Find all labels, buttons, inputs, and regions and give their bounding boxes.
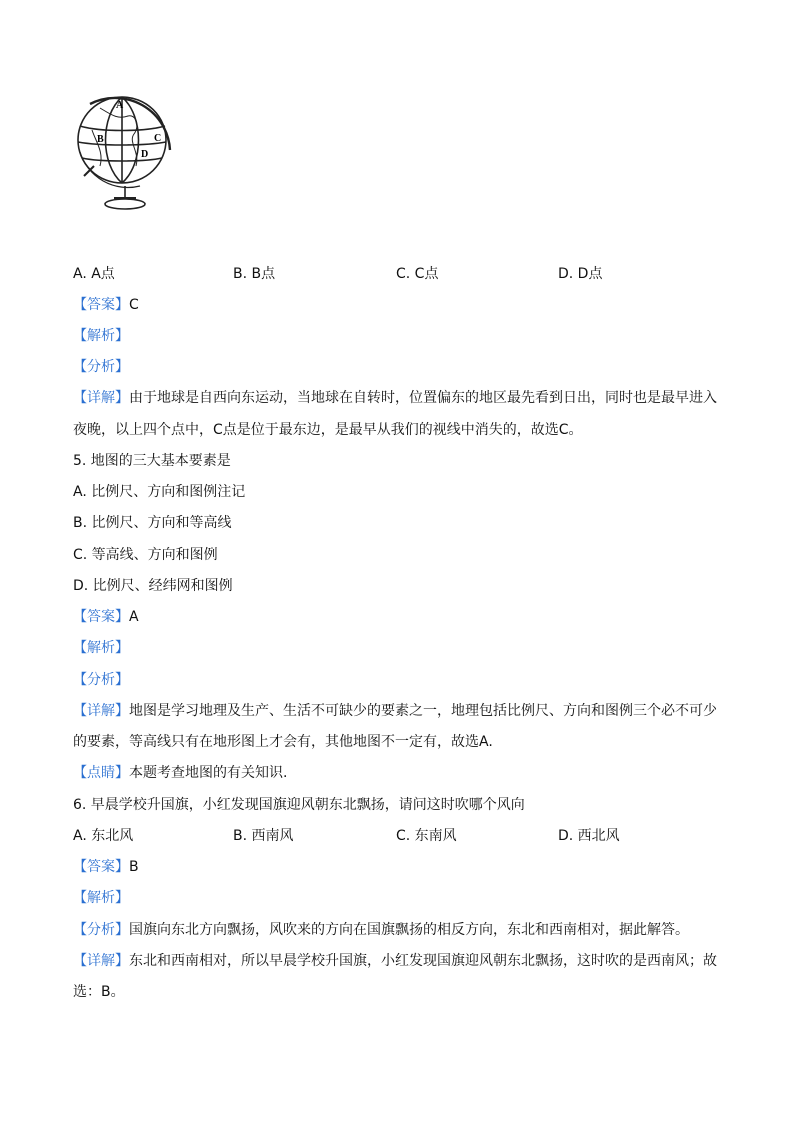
- detail-tag: 【详解】: [73, 703, 129, 719]
- answer-value: C: [129, 297, 139, 313]
- q6-detail-line2: 选：B。: [73, 984, 125, 1000]
- q5-option-d[interactable]: D. 比例尺、经纬网和图例: [73, 578, 233, 594]
- detail-text: 地图是学习地理及生产、生活不可缺少的要素之一，地理包括比例尺、方向和图例三个必不可少: [129, 703, 717, 719]
- detail-tag: 【详解】: [73, 953, 129, 969]
- q4-option-c[interactable]: C. C点: [396, 266, 439, 282]
- q6-question: 6. 早晨学校升国旗，小红发现国旗迎风朝东北飘扬，请问这时吹哪个风向: [73, 797, 525, 813]
- q5-detail-line1: [73, 701, 717, 721]
- dianjing-text: 本题考查地图的有关知识.: [129, 765, 288, 781]
- q5-fenxi-tag: 【分析】: [73, 672, 129, 688]
- q6-detail-line1: [73, 951, 717, 971]
- q6-option-b[interactable]: B. 西南风: [233, 828, 294, 844]
- q5-question: 5. 地图的三大基本要素是: [73, 453, 231, 469]
- q5-jiexi-tag: 【解析】: [73, 640, 129, 656]
- answer-value: A: [129, 609, 139, 625]
- globe-label-b: B: [97, 134, 104, 145]
- fenxi-tag: 【分析】: [73, 922, 129, 938]
- q5-option-c[interactable]: C. 等高线、方向和图例: [73, 547, 218, 563]
- fenxi-text: 国旗向东北方向飘扬，风吹来的方向在国旗飘扬的相反方向，东北和西南相对，据此解答。: [129, 922, 689, 938]
- q5-option-a[interactable]: A. 比例尺、方向和图例注记: [73, 484, 246, 500]
- q6-options: [73, 826, 713, 846]
- q6-option-d[interactable]: D. 西北风: [558, 828, 620, 844]
- answer-tag: 【答案】: [73, 297, 129, 313]
- detail-tag: 【详解】: [73, 390, 129, 406]
- globe-label-d: D: [141, 149, 149, 160]
- q4-detail-line2: 夜晚，以上四个点中，C点是位于最东边，是最早从我们的视线中消失的，故选C。: [73, 422, 583, 438]
- q4-detail-line1: [73, 388, 717, 408]
- q6-fenxi: [73, 920, 689, 940]
- q4-option-d[interactable]: D. D点: [558, 266, 603, 282]
- answer-value: B: [129, 859, 139, 875]
- q4-options: [73, 264, 713, 284]
- q6-option-a[interactable]: A. 东北风: [73, 828, 134, 844]
- q4-fenxi-tag: 【分析】: [73, 359, 129, 375]
- detail-text: 由于地球是自西向东运动，当地球在自转时，位置偏东的地区最先看到日出，同时也是最早进入: [129, 390, 717, 406]
- q5-option-b[interactable]: B. 比例尺、方向和等高线: [73, 515, 232, 531]
- globe-label-a: A: [116, 100, 124, 111]
- q4-answer: [73, 295, 139, 315]
- answer-tag: 【答案】: [73, 609, 129, 625]
- q4-jiexi-tag: 【解析】: [73, 328, 129, 344]
- q5-detail-line2: 的要素，等高线只有在地形图上才会有，其他地图不一定有，故选A.: [73, 734, 493, 750]
- q6-option-c[interactable]: C. 东南风: [396, 828, 457, 844]
- globe-label-c: C: [154, 133, 162, 144]
- q5-dianjing: [73, 763, 287, 783]
- globe-figure: [70, 86, 180, 210]
- q4-option-a[interactable]: A. A点: [73, 266, 115, 282]
- q4-option-b[interactable]: B. B点: [233, 266, 276, 282]
- dianjing-tag: 【点睛】: [73, 765, 129, 781]
- q6-answer: [73, 857, 139, 877]
- q5-answer: [73, 607, 139, 627]
- detail-text: 东北和西南相对，所以早晨学校升国旗，小红发现国旗迎风朝东北飘扬，这时吹的是西南风；故: [129, 953, 717, 969]
- answer-tag: 【答案】: [73, 859, 129, 875]
- q6-jiexi-tag: 【解析】: [73, 890, 129, 906]
